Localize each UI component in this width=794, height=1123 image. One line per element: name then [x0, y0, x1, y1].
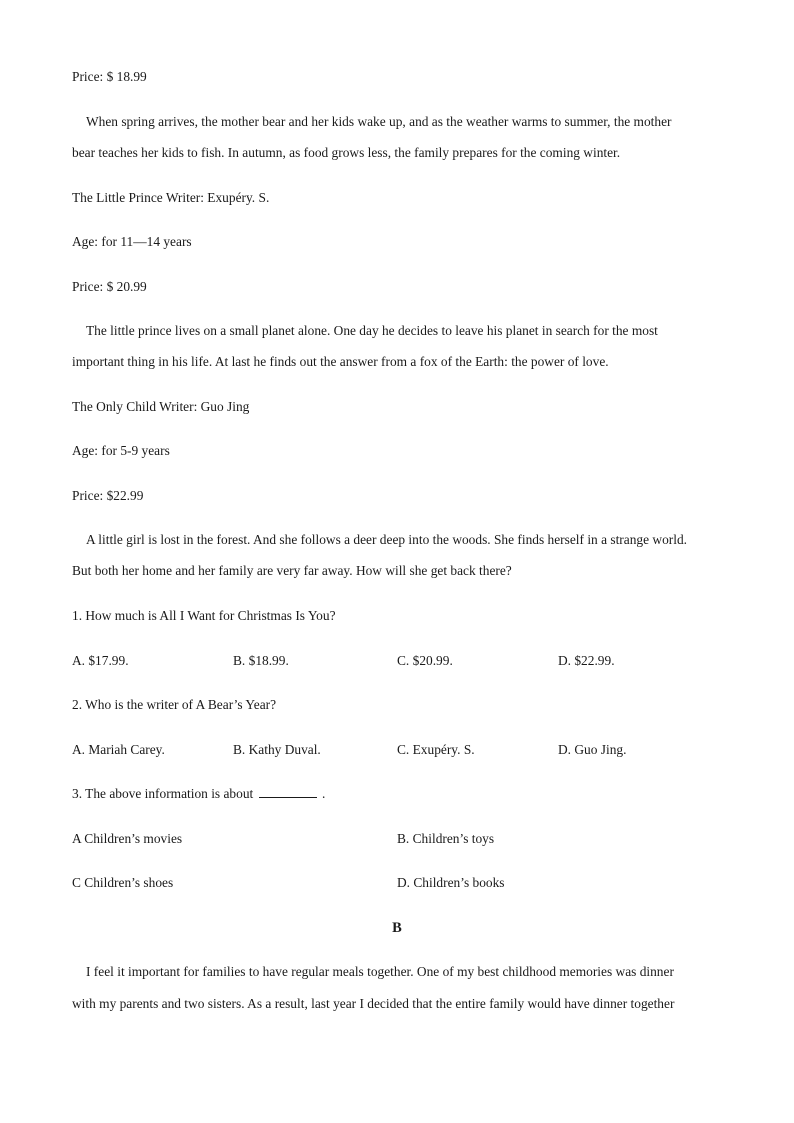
option-a: A. $17.99.: [72, 653, 129, 668]
book-description-line: bear teaches her kids to fish. In autumn, as food grows less, the family prepares for the coming winter.: [72, 145, 621, 160]
book-description-line: But both her home and her family are very far away. How will she get back there?: [72, 563, 512, 578]
book-price: Price: $22.99: [72, 488, 144, 503]
book-price: Price: $ 18.99: [72, 69, 147, 84]
book-description-line: important thing in his life. At last he finds out the answer from a fox of the Earth: the power of love.: [72, 354, 609, 369]
answer-blank: [259, 787, 317, 798]
question-stem: 1. How much is All I Want for Christmas Is You?: [72, 608, 336, 623]
option-b: B. Kathy Duval.: [233, 742, 321, 757]
option-c: C. Exupéry. S.: [397, 742, 475, 757]
option-a: A Children’s movies: [72, 831, 183, 846]
question-stem-text: 3. The above information is about: [72, 786, 254, 801]
book-description-line: A little girl is lost in the forest. And she follows a deer deep into the woods. She finds herself in a strange world.: [86, 532, 687, 547]
book-price: Price: $ 20.99: [72, 279, 147, 294]
book-description-line: When spring arrives, the mother bear and her kids wake up, and as the weather warms to summer, the mother: [86, 114, 672, 129]
book-description-line: The little prince lives on a small planet alone. One day he decides to leave his planet in search for the most: [86, 323, 658, 338]
option-d: D. Children’s books: [397, 875, 505, 890]
option-b: B. Children’s toys: [397, 831, 495, 846]
option-d: D. Guo Jing.: [558, 742, 627, 757]
question-stem: 2. Who is the writer of A Bear’s Year?: [72, 697, 277, 712]
option-b: B. $18.99.: [233, 653, 289, 668]
question-stem: [72, 787, 325, 800]
option-c: C Children’s shoes: [72, 875, 174, 890]
book-age: Age: for 5-9 years: [72, 443, 170, 458]
book-age: Age: for 11—14 years: [72, 234, 192, 249]
book-title: The Little Prince Writer: Exupéry. S.: [72, 190, 270, 205]
book-title: The Only Child Writer: Guo Jing: [72, 399, 250, 414]
option-a: A. Mariah Carey.: [72, 742, 165, 757]
option-c: C. $20.99.: [397, 653, 453, 668]
question-stem-end: .: [321, 786, 326, 801]
passage-line: with my parents and two sisters. As a result, last year I decided that the entire family would have dinner together: [72, 996, 675, 1011]
option-d: D. $22.99.: [558, 653, 615, 668]
section-heading: B: [392, 920, 402, 936]
passage-line: I feel it important for families to have regular meals together. One of my best childhood memories was dinner: [86, 964, 674, 979]
